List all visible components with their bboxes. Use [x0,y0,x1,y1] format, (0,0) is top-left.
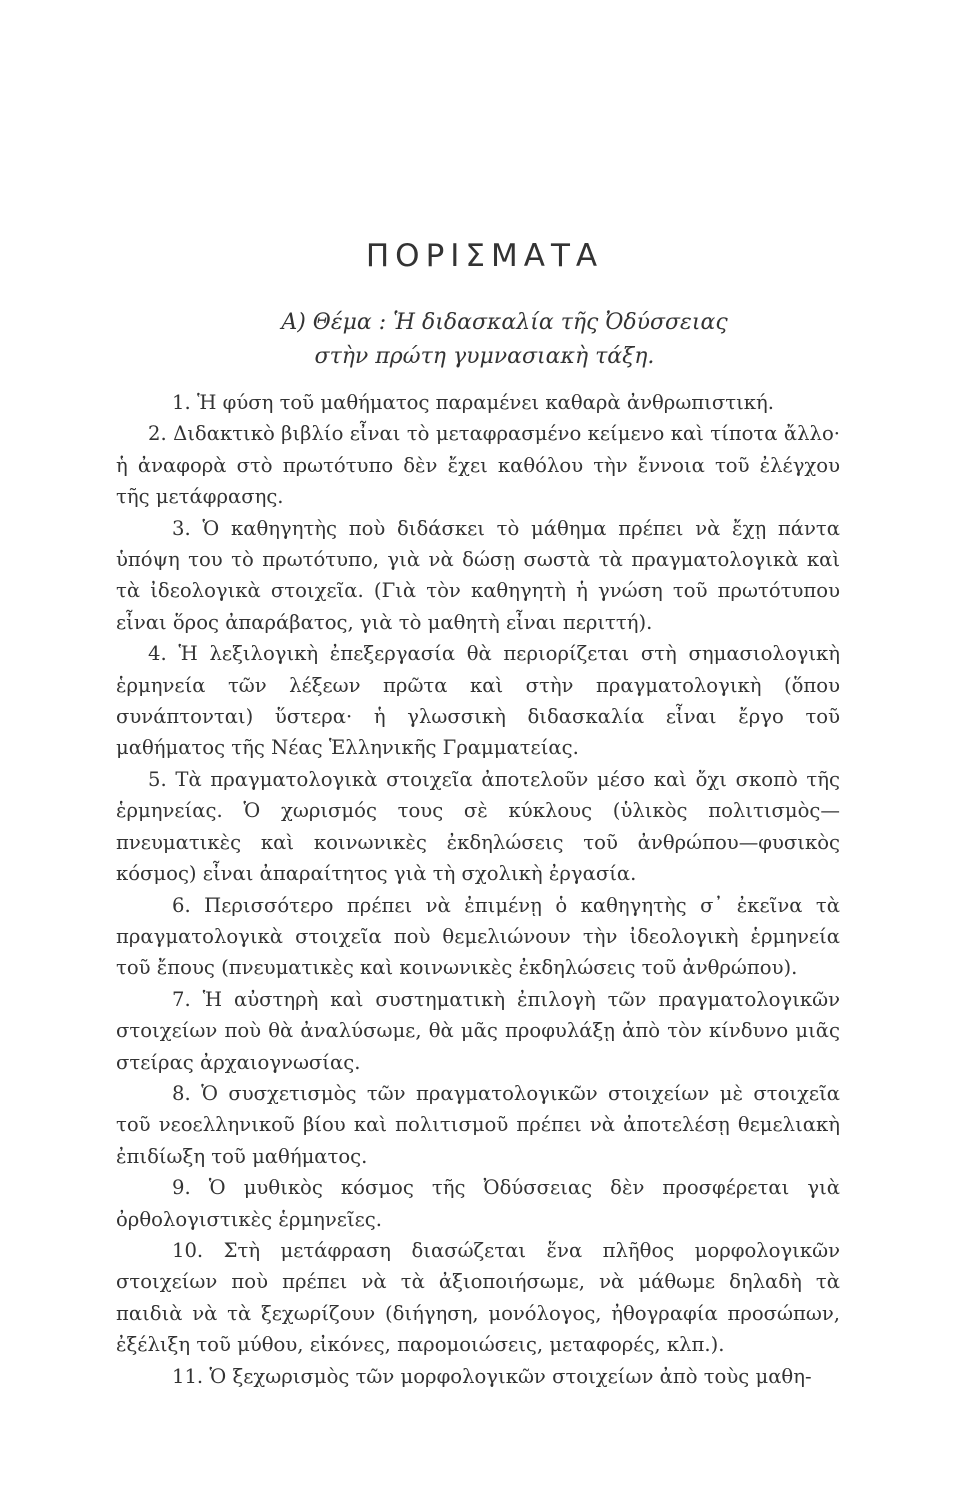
subject-heading [0,306,969,374]
item-text: Στὴ μετάφραση διασώζεται ἕνα πλῆθος μορφολογικῶν στοιχείων ποὺ πρέπει νὰ τὰ ἀξιοποιήσωμε, νὰ μάθωμε δηλαδὴ τὰ παιδιὰ νὰ τὰ ξεχωρίζουν (διήγηση, μονόλογος, ἠθογραφία προσώπων, ἐξέλιξη τοῦ μύθου, εἰκόνες, παρομοιώσεις, μεταφορές, κλπ.). [116,1238,840,1357]
item-number: 9. [172,1176,191,1200]
conclusion-item [116,387,840,418]
item-number: 7. [172,987,191,1011]
item-text: Ἡ φύση τοῦ μαθήματος παραμένει καθαρὰ ἀνθρωπιστική. [196,391,774,414]
item-text: Ὁ συσχετισμὸς τῶν πραγματολογικῶν στοιχείων μὲ στοιχεῖα τοῦ νεοελληνικοῦ βίου καὶ πολιτισμοῦ πρέπει νὰ ἀποτελέσῃ θεμελιακὴ ἐπιδίωξη τοῦ μαθήματος. [116,1081,841,1168]
conclusion-item [116,1078,840,1172]
conclusion-item [116,1361,840,1392]
item-text: Διδακτικὸ βιβλίο εἶναι τὸ μεταφρασμένο κείμενο καὶ τίποτα ἄλλο· ἡ ἀναφορὰ στὸ πρωτότυπο δὲν ἔχει καθόλου τὴν ἔννοια τοῦ ἐλέγχου τῆς μετάφρασης. [116,422,840,509]
item-text: Ἡ λεξιλογικὴ ἐπεξεργασία θὰ περιορίζεται στὴ σημασιολογικὴ ἑρμηνεία τῶν λέξεων πρῶτα καὶ στὴν πραγματολογικὴ (ὅπου συνάπτονται) ὕστερα· ἡ γλωσσικὴ διδασκαλία εἶναι ἔργο τοῦ μαθήματος τῆς Νέας Ἑλληνικῆς Γραμματείας. [116,642,840,760]
subject-line-1: Α) Θέμα : Ἡ διδασκαλία τῆς Ὀδύσσειας [281,310,728,335]
item-text: Ὁ ξεχωρισμὸς τῶν μορφολογικῶν στοιχείων ἀπὸ τοὺς μαθη- [209,1364,812,1388]
conclusion-item [116,764,840,890]
conclusion-item [116,418,840,512]
item-number: 2. [148,422,167,446]
item-text: Περισσότερο πρέπει νὰ ἐπιμένῃ ὁ καθηγητὴς σ᾿ ἐκεῖνα τὰ πραγματολογικὰ στοιχεῖα ποὺ θεμελιώνουν τὴν ἰδεολογικὴ ἑρμηνεία τοῦ ἔπους (πνευματικὲς καὶ κοινωνικὲς ἐκδηλώσεις τοῦ ἀνθρώπου). [116,893,840,980]
conclusions-list [116,387,840,1392]
item-text: Τὰ πραγματολογικὰ στοιχεῖα ἀποτελοῦν μέσο καὶ ὄχι σκοπὸ τῆς ἑρμηνείας. Ὁ χωρισμός τους σὲ κύκλους (ὑλικὸς πολιτισμὸς— πνευματικὲς καὶ κοινωνικὲς ἐκδηλώσεις τοῦ ἀνθρώπου—φυσικὸς κόσμος) εἶναι ἀπαραίτητος γιὰ τὴ σχολικὴ ἐργασία. [116,767,840,886]
conclusion-item [116,638,840,764]
item-number: 3. [172,516,191,540]
item-text: Ἡ αὐστηρὴ καὶ συστηματικὴ ἐπιλογὴ τῶν πραγματολογικῶν στοιχείων ποὺ θὰ ἀναλύσωμε, θὰ μᾶς προφυλάξῃ ἀπὸ τὸν κίνδυνο μιᾶς στείρας ἀρχαιογνωσίας. [116,987,841,1074]
conclusion-item [116,1235,840,1361]
conclusion-item [116,890,840,984]
conclusion-item [116,513,840,639]
item-number: 5. [148,767,167,791]
item-number: 6. [172,893,191,917]
item-number: 1. [172,391,191,414]
item-text: Ὁ καθηγητὴς ποὺ διδάσκει τὸ μάθημα πρέπει νὰ ἔχῃ πάντα ὑπόψη του τὸ πρωτότυπο, γιὰ νὰ δώσῃ σωστὰ τὰ πραγματολογικὰ καὶ τὰ ἰδεολογικὰ στοιχεῖα. (Γιὰ τὸν καθηγητὴ ἡ γνώση τοῦ πρωτότυπου εἶναι ὅρος ἀπαράβατος, γιὰ τὸ μαθητὴ εἶναι περιττή). [116,516,840,634]
item-number: 11. [172,1364,204,1388]
item-number: 10. [172,1238,204,1262]
item-text: Ὁ μυθικὸς κόσμος τῆς Ὀδύσσειας δὲν προσφέρεται γιὰ ὀρθολογιστικὲς ἑρμηνεῖες. [116,1176,840,1231]
item-number: 8. [172,1081,191,1105]
conclusion-item [116,1172,840,1235]
conclusion-item [116,984,840,1078]
subject-line-2: στὴν πρώτη γυμνασιακὴ τάξη. [314,344,655,369]
item-number: 4. [148,642,167,666]
page-title: ΠΟΡΙΣΜΑΤΑ [365,238,604,274]
